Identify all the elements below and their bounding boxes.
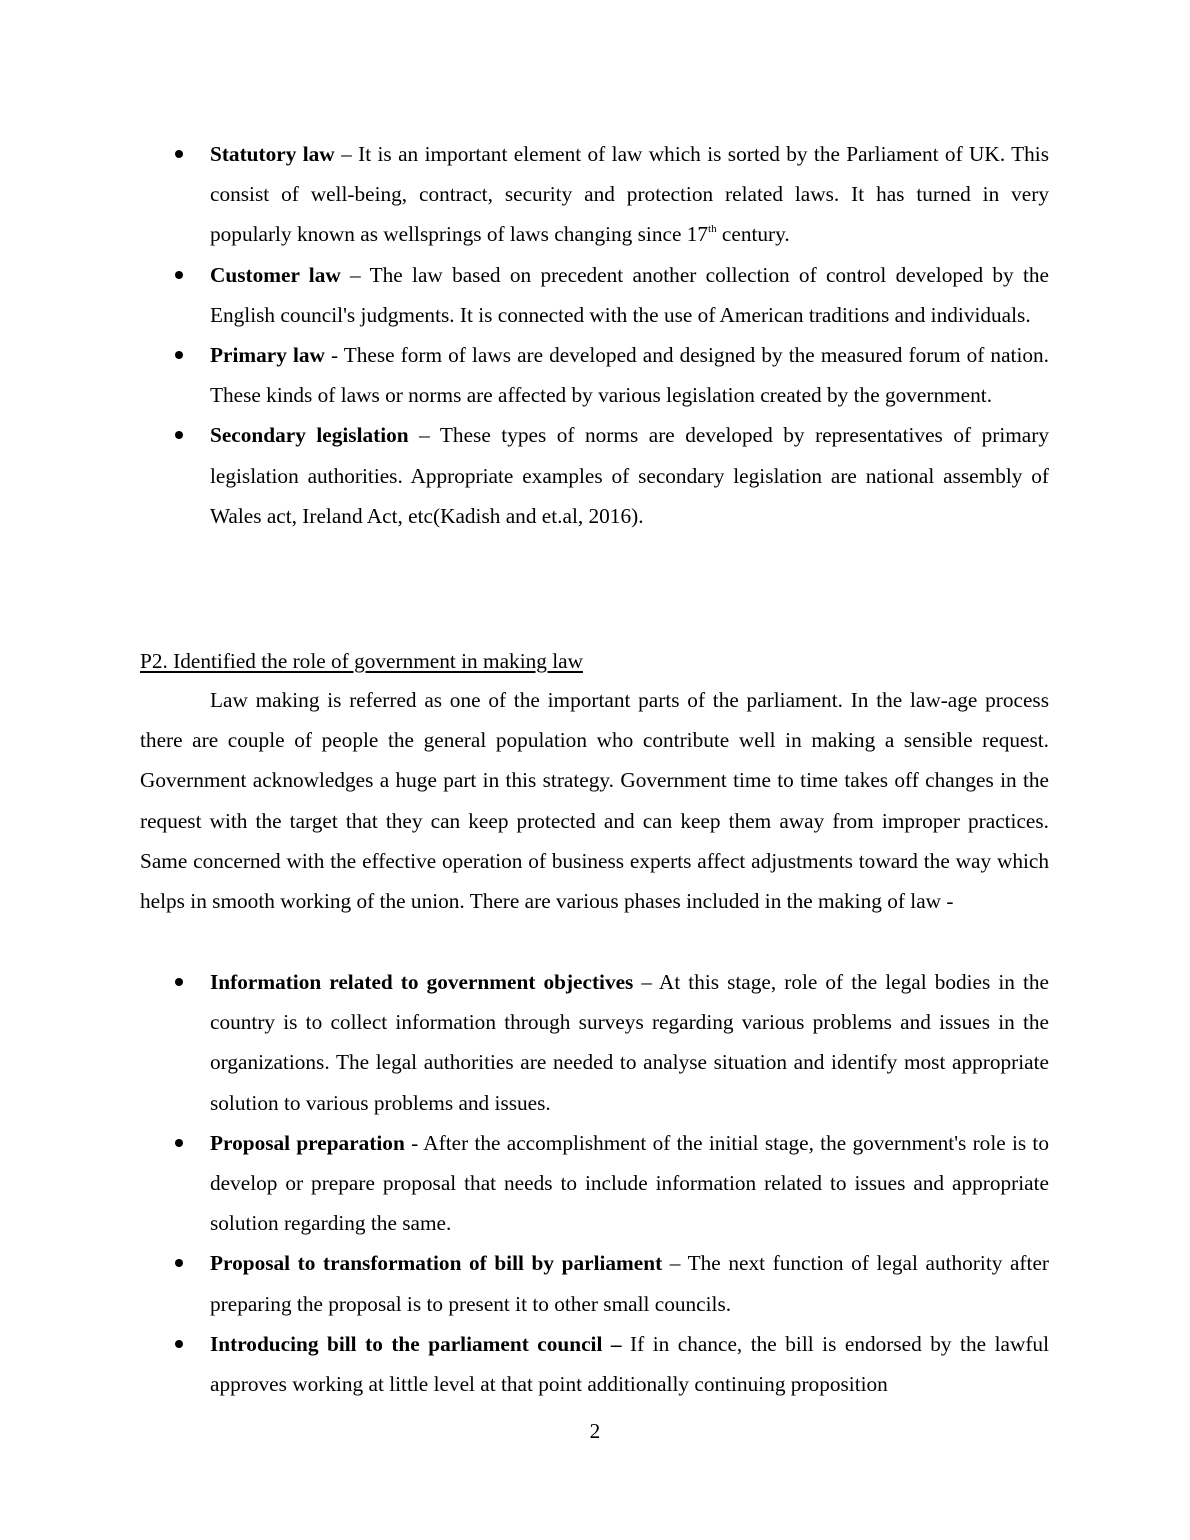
list-item-term: Secondary legislation (210, 423, 409, 448)
bullet-icon (175, 150, 183, 158)
body-paragraph: Law making is referred as one of the important parts of the parliament. In the law-age process there are couple of people the general population who contribute well in making a sensible request. Government acknowledges a huge part in this strategy. Government time to time takes off changes in the request with the target that they can keep protected and can keep them away from improper practices. Same concerned with the effective operation of business experts affect adjustments toward the way which helps in smooth working of the union. There are various phases included in the making of law - (140, 688, 1049, 914)
list-item-text: – At this stage, role of the legal bodies in the country is to collect information through surveys regarding various problems and issues in the organizations. The legal authorities are needed to analyse situation and identify most appropriate solution to various problems and issues. (210, 970, 1049, 1115)
list-item-text: – It is an important element of law which is sorted by the Parliament of UK. This consist of well-being, contract, security and protection related laws. It has turned in very popularly known as wellsprings of laws changing since 17 (210, 142, 1049, 247)
list-item-text: – These types of norms are developed by representatives of primary legislation authorities. Appropriate examples of secondary legislation are national assembly of Wales act, Ireland Act, etc(Kadish and et.al, 2016). (210, 423, 1049, 528)
law-making-phases-list (140, 962, 1049, 1404)
list-item (140, 1243, 1049, 1323)
list-item-term: Information related to government objectives (210, 970, 634, 994)
list-item-text-end: century. (716, 222, 790, 247)
list-item (140, 415, 1049, 536)
bullet-icon (175, 1340, 183, 1348)
bullet-icon (175, 1139, 183, 1147)
list-item (140, 134, 1049, 255)
list-item-text: If in chance, the bill is endorsed by the lawful approves working at little level at that point additionally continuing proposition (210, 1331, 1049, 1397)
bullet-icon (175, 978, 183, 986)
list-item-text: - After the accomplishment of the initial stage, the government's role is to develop or prepare proposal that needs to include information related to issues and appropriate solution regarding the same. (210, 1130, 1050, 1236)
list-item-term: Statutory law (210, 142, 335, 166)
list-item (140, 1324, 1049, 1404)
list-item (140, 255, 1049, 335)
section-heading: P2. Identified the role of government in making law (140, 649, 583, 673)
list-item (140, 1123, 1049, 1244)
law-types-list (140, 134, 1049, 536)
list-item-text: – The law based on precedent another collection of control developed by the English council's judgments. It is connected with the use of American traditions and individuals. (210, 262, 1049, 327)
list-item-term: Primary law (210, 343, 325, 368)
list-item (140, 962, 1049, 1123)
page-number: 2 (589, 1419, 601, 1443)
bullet-icon (175, 271, 183, 279)
list-item-term: Introducing bill to the parliament council – (210, 1331, 622, 1356)
bullet-icon (175, 351, 183, 359)
bullet-icon (175, 1259, 183, 1267)
list-item-text: - These form of laws are developed and designed by the measured forum of nation. These kinds of laws or norms are affected by various legislation created by the government. (210, 343, 1049, 408)
list-item-text: – The next function of legal authority after preparing the proposal is to present it to other small councils. (210, 1251, 1049, 1316)
list-item-term: Customer law (210, 262, 341, 287)
superscript: th (708, 223, 717, 236)
list-item-term: Proposal preparation (210, 1130, 405, 1155)
list-item-term: Proposal to transformation of bill by parliament (210, 1251, 663, 1276)
bullet-icon (175, 431, 183, 439)
list-item (140, 335, 1049, 415)
